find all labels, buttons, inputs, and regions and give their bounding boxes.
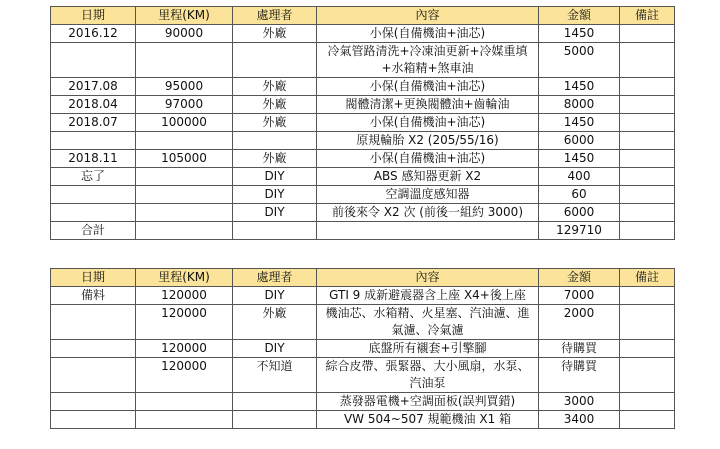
cell-handler: 外廠 [233, 150, 317, 168]
cell-date: 2016.12 [51, 25, 136, 43]
cell-remarks [620, 114, 675, 132]
cell-remarks [620, 78, 675, 96]
header-mileage: 里程(KM) [136, 269, 233, 287]
cell-content: 空調溫度感知器 [317, 186, 539, 204]
cell-date [51, 358, 136, 393]
header-remarks: 備註 [620, 7, 675, 25]
cell-remarks [620, 132, 675, 150]
cell-mileage: 120000 [136, 287, 233, 305]
header-handler: 處理者 [233, 269, 317, 287]
table-row [51, 96, 675, 114]
table-row [51, 358, 675, 393]
cell-mileage [136, 411, 233, 429]
header-content: 內容 [317, 269, 539, 287]
cell-amount: 400 [539, 168, 620, 186]
cell-handler: 外廠 [233, 25, 317, 43]
cell-handler [233, 411, 317, 429]
cell-amount: 待購買 [539, 358, 620, 393]
header-remarks: 備註 [620, 269, 675, 287]
header-date: 日期 [51, 269, 136, 287]
cell-remarks [620, 222, 675, 240]
cell-content: 小保(自備機油+油芯) [317, 78, 539, 96]
cell-mileage: 120000 [136, 340, 233, 358]
cell-remarks [620, 204, 675, 222]
cell-handler: 外廠 [233, 78, 317, 96]
cell-content: 小保(自備機油+油芯) [317, 114, 539, 132]
cell-content: 前後來令 X2 次 (前後一組約 3000) [317, 204, 539, 222]
cell-remarks [620, 150, 675, 168]
table-row [51, 132, 675, 150]
cell-mileage: 100000 [136, 114, 233, 132]
table-row [51, 43, 675, 78]
cell-mileage [136, 393, 233, 411]
table-row [51, 168, 675, 186]
header-content: 內容 [317, 7, 539, 25]
table-row [51, 25, 675, 43]
cell-handler [233, 393, 317, 411]
cell-handler: 外廠 [233, 114, 317, 132]
header-handler: 處理者 [233, 7, 317, 25]
cell-date: 備料 [51, 287, 136, 305]
cell-remarks [620, 393, 675, 411]
cell-date [51, 340, 136, 358]
cell-content: 小保(自備機油+油芯) [317, 25, 539, 43]
table-row [51, 340, 675, 358]
cell-content: 原規輪胎 X2 (205/55/16) [317, 132, 539, 150]
table-row [51, 287, 675, 305]
cell-remarks [620, 340, 675, 358]
cell-date [51, 43, 136, 78]
cell-mileage [136, 222, 233, 240]
cell-content: 小保(自備機油+油芯) [317, 150, 539, 168]
cell-date: 2017.08 [51, 78, 136, 96]
cell-amount: 129710 [539, 222, 620, 240]
header-amount: 金額 [539, 7, 620, 25]
cell-content: 蒸發器電機+空調面板(誤判買錯) [317, 393, 539, 411]
cell-content: ABS 感知器更新 X2 [317, 168, 539, 186]
cell-content: 機油芯、水箱精、火星塞、汽油濾、進氣濾、冷氣濾 [317, 305, 539, 340]
cell-handler: DIY [233, 340, 317, 358]
cell-mileage: 95000 [136, 78, 233, 96]
table-row [51, 114, 675, 132]
table-row [51, 204, 675, 222]
cell-handler [233, 222, 317, 240]
cell-remarks [620, 43, 675, 78]
cell-date: 2018.11 [51, 150, 136, 168]
cell-handler: DIY [233, 287, 317, 305]
cell-amount: 7000 [539, 287, 620, 305]
cell-amount: 3400 [539, 411, 620, 429]
header-date: 日期 [51, 7, 136, 25]
cell-date [51, 393, 136, 411]
header-mileage: 里程(KM) [136, 7, 233, 25]
cell-handler: DIY [233, 168, 317, 186]
cell-mileage [136, 204, 233, 222]
cell-date [51, 132, 136, 150]
cell-handler [233, 43, 317, 78]
cell-amount: 待購買 [539, 340, 620, 358]
cell-handler: 外廠 [233, 96, 317, 114]
cell-amount: 1450 [539, 114, 620, 132]
cell-amount: 6000 [539, 132, 620, 150]
table-row [51, 186, 675, 204]
cell-remarks [620, 168, 675, 186]
cell-amount: 6000 [539, 204, 620, 222]
cell-content: 冷氣管路清洗+冷凍油更新+冷媒重填+水箱精+煞車油 [317, 43, 539, 78]
cell-amount: 3000 [539, 393, 620, 411]
cell-handler [233, 132, 317, 150]
maintenance-table-2 [50, 268, 675, 429]
cell-remarks [620, 287, 675, 305]
cell-mileage: 120000 [136, 305, 233, 340]
cell-remarks [620, 358, 675, 393]
cell-amount: 60 [539, 186, 620, 204]
header-amount: 金額 [539, 269, 620, 287]
cell-mileage: 120000 [136, 358, 233, 393]
cell-handler: 外廠 [233, 305, 317, 340]
cell-content: VW 504~507 規範機油 X1 箱 [317, 411, 539, 429]
cell-content [317, 222, 539, 240]
cell-content: 底盤所有襯套+引擎腳 [317, 340, 539, 358]
cell-date [51, 411, 136, 429]
cell-handler: 不知道 [233, 358, 317, 393]
header-row [51, 7, 675, 25]
table-row [51, 393, 675, 411]
cell-mileage: 90000 [136, 25, 233, 43]
cell-date: 2018.07 [51, 114, 136, 132]
cell-remarks [620, 186, 675, 204]
table-row [51, 305, 675, 340]
cell-date: 合計 [51, 222, 136, 240]
cell-remarks [620, 96, 675, 114]
cell-date: 忘了 [51, 168, 136, 186]
cell-remarks [620, 305, 675, 340]
cell-amount: 8000 [539, 96, 620, 114]
cell-amount: 1450 [539, 25, 620, 43]
cell-remarks [620, 25, 675, 43]
cell-mileage: 97000 [136, 96, 233, 114]
cell-amount: 1450 [539, 78, 620, 96]
cell-date [51, 204, 136, 222]
table-row [51, 78, 675, 96]
cell-content: GTI 9 成新避震器含上座 X4+後上座 [317, 287, 539, 305]
cell-mileage [136, 168, 233, 186]
table-row [51, 222, 675, 240]
cell-amount: 1450 [539, 150, 620, 168]
cell-mileage: 105000 [136, 150, 233, 168]
cell-date [51, 305, 136, 340]
table-row [51, 411, 675, 429]
cell-content: 閥體清潔+更換閥體油+齒輪油 [317, 96, 539, 114]
cell-date: 2018.04 [51, 96, 136, 114]
maintenance-table-1 [50, 6, 675, 240]
cell-mileage [136, 132, 233, 150]
cell-remarks [620, 411, 675, 429]
cell-mileage [136, 43, 233, 78]
header-row [51, 269, 675, 287]
cell-date [51, 186, 136, 204]
cell-handler: DIY [233, 186, 317, 204]
cell-mileage [136, 186, 233, 204]
cell-content: 綜合皮帶、張緊器、大小風扇，水泵、汽油泵 [317, 358, 539, 393]
cell-amount: 2000 [539, 305, 620, 340]
cell-handler: DIY [233, 204, 317, 222]
table-row [51, 150, 675, 168]
cell-amount: 5000 [539, 43, 620, 78]
